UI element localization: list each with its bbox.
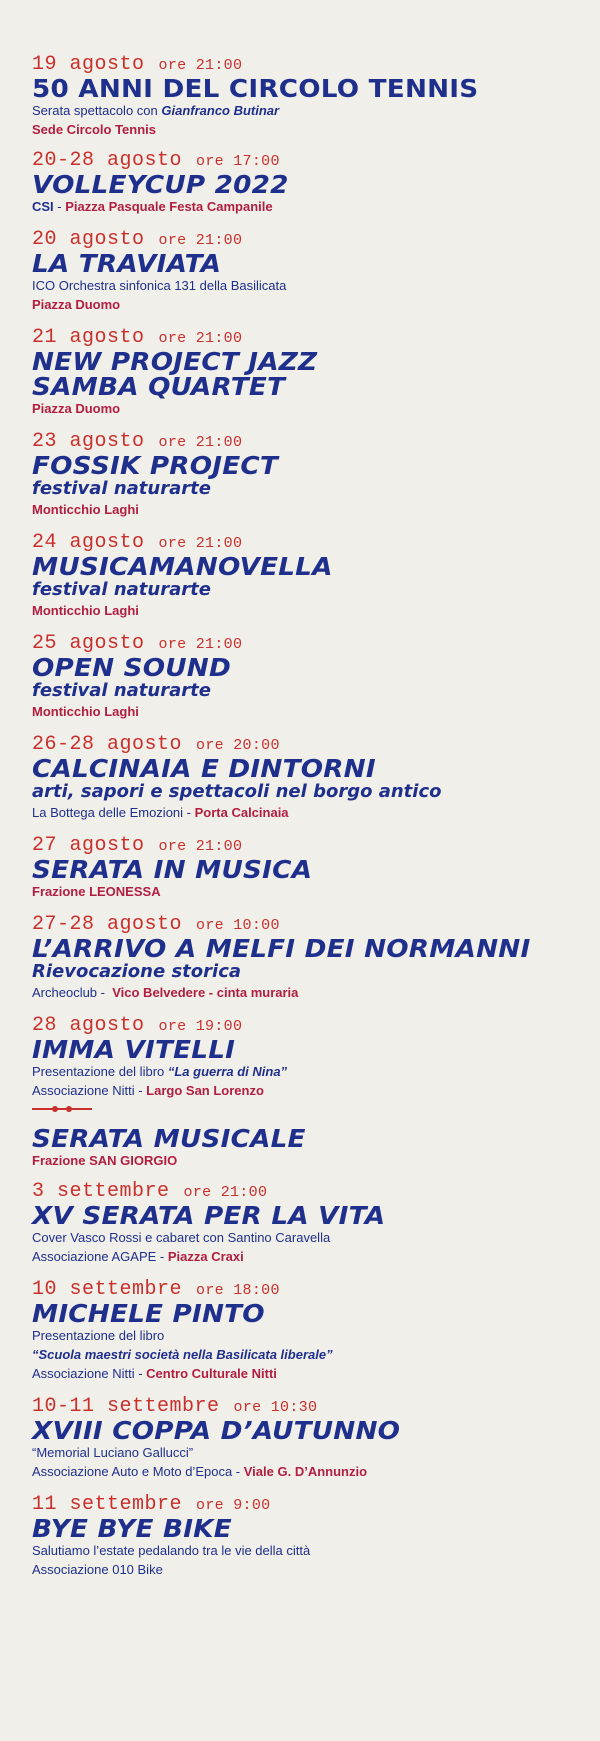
event-dateline <box>32 151 600 172</box>
event-title: XVIII COPPA D’AUTUNNO <box>32 1416 401 1445</box>
description-highlight: “Scuola maestri società nella Basilicata liberale” <box>32 1347 333 1362</box>
event-new-project-jazz <box>32 328 600 418</box>
event-organizer-place: CSI - Piazza Pasquale Festa Campanile <box>32 199 273 214</box>
event-time: ore 21:00 <box>158 330 243 347</box>
event-description: “Memorial Luciano Gallucci” <box>32 1445 194 1460</box>
event-coppa-autunno <box>32 1397 600 1481</box>
event-place: Centro Culturale Nitti <box>146 1366 277 1381</box>
event-time: ore 21:00 <box>158 232 243 249</box>
event-place: Sede Circolo Tennis <box>32 122 157 137</box>
event-title-line-1: NEW PROJECT JAZZ <box>32 347 318 376</box>
event-dateline <box>32 230 600 251</box>
event-circolo-tennis <box>32 55 600 139</box>
event-imma-vitelli <box>32 1016 600 1100</box>
event-subtitle: festival naturarte <box>32 478 211 499</box>
event-date: 28 agosto <box>32 1014 145 1037</box>
event-date: 10-11 settembre <box>32 1395 220 1418</box>
event-calcinaia <box>32 735 600 822</box>
event-title: MICHELE PINTO <box>32 1299 265 1328</box>
event-fossik-project <box>32 432 600 519</box>
event-organizer: Archeoclub <box>32 985 98 1000</box>
event-organizer-place: Archeoclub - Vico Belvedere - cinta muraria <box>32 985 299 1000</box>
event-date: 3 settembre <box>32 1180 170 1203</box>
event-open-sound <box>32 634 600 721</box>
event-description: Salutiamo l’estate pedalando tra le vie della città <box>32 1543 311 1558</box>
event-organizer: La Bottega delle Emozioni <box>32 805 184 820</box>
event-michele-pinto <box>32 1280 600 1383</box>
event-description: Cover Vasco Rossi e cabaret con Santino Caravella <box>32 1230 331 1245</box>
event-time: ore 17:00 <box>196 153 280 170</box>
description-text: Presentazione del libro <box>32 1064 168 1079</box>
event-dateline <box>32 634 600 655</box>
event-place: Frazione SAN GIORGIO <box>32 1153 178 1168</box>
event-title: IMMA VITELLI <box>32 1035 236 1064</box>
event-description <box>32 101 600 120</box>
event-date: 19 agosto <box>32 53 145 76</box>
event-time: ore 10:30 <box>233 1399 318 1416</box>
event-subtitle: arti, sapori e spettacoli nel borgo antico <box>32 781 442 802</box>
event-dateline <box>32 533 600 554</box>
event-subtitle: festival naturarte <box>32 579 211 600</box>
event-title: OPEN SOUND <box>32 653 231 682</box>
event-dateline <box>32 915 600 936</box>
event-title: CALCINAIA E DINTORNI <box>32 754 376 783</box>
event-organizer-place: La Bottega delle Emozioni - Porta Calcinaia <box>32 805 289 820</box>
event-place: Piazza Duomo <box>32 401 121 416</box>
event-organizer: Associazione AGAPE <box>32 1249 157 1264</box>
event-title: SERATA MUSICALE <box>32 1124 306 1153</box>
event-place: Vico Belvedere - cinta muraria <box>112 985 299 1000</box>
event-place: Monticchio Laghi <box>32 502 139 517</box>
event-dateline <box>32 1397 600 1418</box>
event-dateline <box>32 1016 600 1037</box>
event-organizer: Associazione Nitti <box>32 1366 135 1381</box>
event-serata-per-la-vita <box>32 1182 600 1266</box>
event-organizer: Associazione 010 Bike <box>32 1562 163 1577</box>
event-place: Monticchio Laghi <box>32 603 139 618</box>
event-time: ore 21:00 <box>158 535 243 552</box>
event-dateline <box>32 432 600 453</box>
event-description: Presentazione del libro <box>32 1328 165 1343</box>
event-title: LA TRAVIATA <box>32 249 222 278</box>
event-date: 25 agosto <box>32 632 145 655</box>
event-organizer-place: Associazione AGAPE - Piazza Craxi <box>32 1249 244 1264</box>
description-highlight: “La guerra di Nina” <box>167 1064 288 1079</box>
event-date: 27-28 agosto <box>32 913 183 936</box>
decorative-divider <box>32 1108 92 1110</box>
event-time: ore 21:00 <box>158 57 243 74</box>
event-dateline <box>32 836 600 857</box>
event-title: 50 ANNI DEL CIRCOLO TENNIS <box>32 74 479 103</box>
event-organizer-place: Associazione Nitti - Largo San Lorenzo <box>32 1083 264 1098</box>
event-serata-musicale <box>32 1126 600 1170</box>
event-place: Piazza Duomo <box>32 297 121 312</box>
event-date: 20-28 agosto <box>32 149 183 172</box>
event-dateline <box>32 735 600 756</box>
event-organizer-place: Associazione Auto e Moto d’Epoca - Viale G. D’Annunzio <box>32 1464 368 1479</box>
event-date: 20 agosto <box>32 228 145 251</box>
event-title: XV SERATA PER LA VITA <box>32 1201 386 1230</box>
event-dateline <box>32 55 600 76</box>
event-organizer-place: Associazione Nitti - Centro Culturale Nitti <box>32 1366 277 1381</box>
event-time: ore 21:00 <box>158 434 243 451</box>
event-time: ore 21:00 <box>158 838 243 855</box>
event-organizer: CSI <box>32 199 54 214</box>
event-organizer: Associazione Nitti <box>32 1083 135 1098</box>
event-musicamanovella <box>32 533 600 620</box>
event-time: ore 19:00 <box>158 1018 243 1035</box>
event-time: ore 18:00 <box>196 1282 280 1299</box>
event-place: Frazione LEONESSA <box>32 884 161 899</box>
event-date: 21 agosto <box>32 326 145 349</box>
event-title: VOLLEYCUP 2022 <box>32 170 289 199</box>
event-date: 11 settembre <box>32 1493 183 1516</box>
event-date: 24 agosto <box>32 531 145 554</box>
event-title: L’ARRIVO A MELFI DEI NORMANNI <box>32 934 531 963</box>
event-bye-bye-bike <box>32 1495 600 1579</box>
event-title: BYE BYE BIKE <box>32 1514 232 1543</box>
event-dateline <box>32 1182 600 1203</box>
description-text: Serata spettacolo con <box>32 103 162 118</box>
event-time: ore 20:00 <box>196 737 280 754</box>
event-dateline <box>32 1280 600 1301</box>
event-dateline <box>32 1495 600 1516</box>
event-volleycup <box>32 151 600 216</box>
event-description: ICO Orchestra sinfonica 131 della Basilicata <box>32 278 287 293</box>
event-title: SERATA IN MUSICA <box>32 855 313 884</box>
event-time: ore 21:00 <box>183 1184 268 1201</box>
event-subtitle: Rievocazione storica <box>32 961 242 982</box>
event-place: Viale G. D’Annunzio <box>243 1464 368 1479</box>
event-title-line-2: SAMBA QUARTET <box>32 372 286 401</box>
event-title: FOSSIK PROJECT <box>32 451 278 480</box>
event-time: ore 10:00 <box>196 917 280 934</box>
event-title: MUSICAMANOVELLA <box>32 552 333 581</box>
event-dateline <box>32 328 600 349</box>
event-place: Piazza Pasquale Festa Campanile <box>65 199 273 214</box>
event-date: 26-28 agosto <box>32 733 183 756</box>
description-highlight: Gianfranco Butinar <box>161 103 280 118</box>
event-subtitle: festival naturarte <box>32 680 211 701</box>
event-time: ore 9:00 <box>196 1497 271 1514</box>
event-place: Porta Calcinaia <box>194 805 289 820</box>
event-organizer: Associazione Auto e Moto d’Epoca <box>32 1464 233 1479</box>
event-arrivo-normanni <box>32 915 600 1002</box>
event-place: Piazza Craxi <box>167 1249 244 1264</box>
event-book-title <box>32 1345 600 1364</box>
event-place: Monticchio Laghi <box>32 704 139 719</box>
event-date: 27 agosto <box>32 834 145 857</box>
event-time: ore 21:00 <box>158 636 243 653</box>
event-place: Largo San Lorenzo <box>146 1083 264 1098</box>
event-la-traviata <box>32 230 600 314</box>
event-serata-in-musica <box>32 836 600 901</box>
event-description <box>32 1062 600 1081</box>
event-date: 23 agosto <box>32 430 145 453</box>
event-date: 10 settembre <box>32 1278 183 1301</box>
